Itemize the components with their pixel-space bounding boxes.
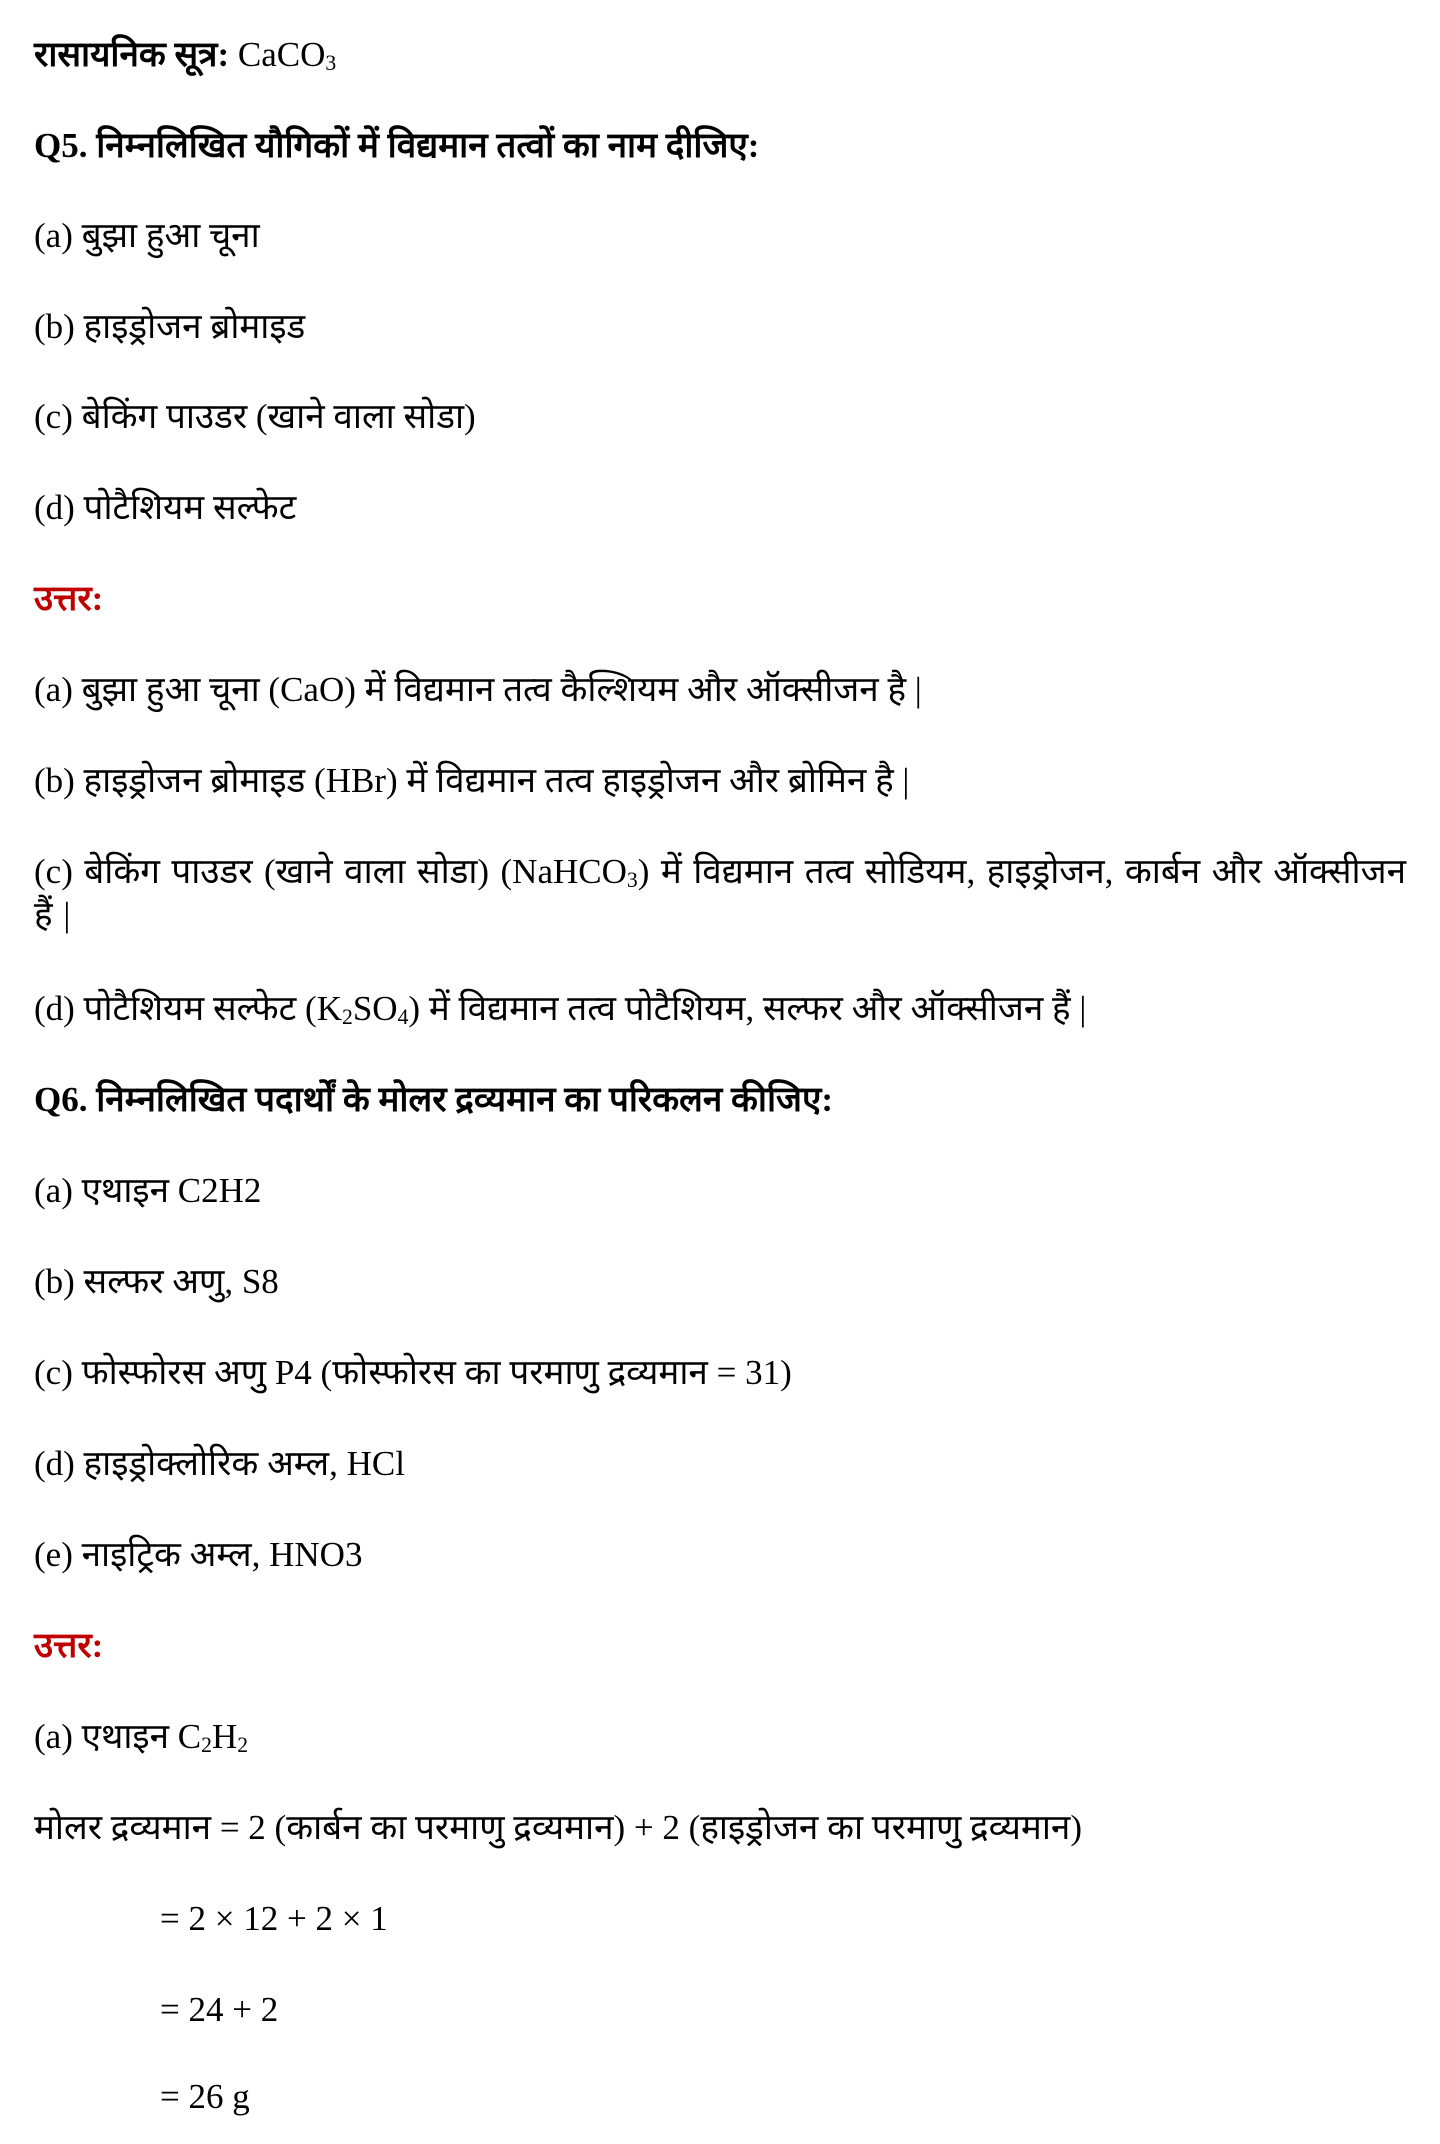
q6-answer-a-title: (a) एथाइन $C_2H_2$	[34, 1717, 249, 1757]
q6-answer-heading: उत्तर:	[34, 1626, 104, 1665]
q6-part-b: (b) सल्फर अणु, S8	[34, 1262, 279, 1301]
q5-answer-c: (c) बेकिंग पाउडर (खाने वाला सोडा) (NaHCO$_3$) में विद्यमान तत्व सोडियम, हाइड्रोजन, कार्बन और ऑक्सीजन हैं |	[34, 852, 1407, 934]
q5-answer-a: (a) बुझा हुआ चूना (CaO) में विद्यमान तत्व कैल्शियम और ऑक्सीजन है |	[34, 670, 922, 709]
molar-mass-line: मोलर द्रव्यमान = 2 (कार्बन का परमाणु द्रव्यमान) + 2 (हाइड्रोजन का परमाणु द्रव्यमान)	[34, 1808, 1082, 1847]
calc-step-1: = 2 × 12 + 2 × 1	[160, 1899, 388, 1938]
q5-part-d: (d) पोटैशियम सल्फेट	[34, 488, 297, 527]
q6-part-d: (d) हाइड्रोक्लोरिक अम्ल, HCl	[34, 1444, 405, 1483]
calc-step-3: = 26 g	[160, 2077, 250, 2116]
q5-answer-b: (b) हाइड्रोजन ब्रोमाइड (HBr) में विद्यमान तत्व हाइड्रोजन और ब्रोमिन है |	[34, 761, 910, 800]
q5-part-c: (c) बेकिंग पाउडर (खाने वाला सोडा)	[34, 397, 476, 436]
q5-part-b: (b) हाइड्रोजन ब्रोमाइड	[34, 307, 306, 346]
q6-part-c: (c) फोस्फोरस अणु P4 (फोस्फोरस का परमाणु द्रव्यमान = 31)	[34, 1353, 792, 1392]
q5-answer-heading: उत्तर:	[34, 579, 104, 618]
formula-line	[34, 34, 1406, 77]
formula-label: रासायनिक सूत्र:	[34, 35, 230, 74]
q5-part-a: (a) बुझा हुआ चूना	[34, 216, 260, 255]
q6-part-e: (e) नाइट्रिक अम्ल, HNO3	[34, 1535, 363, 1574]
q6-question: Q6. निम्नलिखित पदार्थों के मोलर द्रव्यमान का परिकलन कीजिए:	[34, 1080, 834, 1119]
formula-value: CaCO$_3$	[237, 35, 337, 75]
q5-answer-d: (d) पोटैशियम सल्फेट $(K_2SO_4)$ में विद्यमान तत्व पोटैशियम, सल्फर और ऑक्सीजन हैं |	[34, 989, 1087, 1029]
q6-part-a: (a) एथाइन C2H2	[34, 1171, 262, 1210]
q5-question: Q5. निम्नलिखित यौगिकों में विद्यमान तत्वों का नाम दीजिए:	[34, 126, 760, 165]
calc-step-2: = 24 + 2	[160, 1990, 279, 2029]
